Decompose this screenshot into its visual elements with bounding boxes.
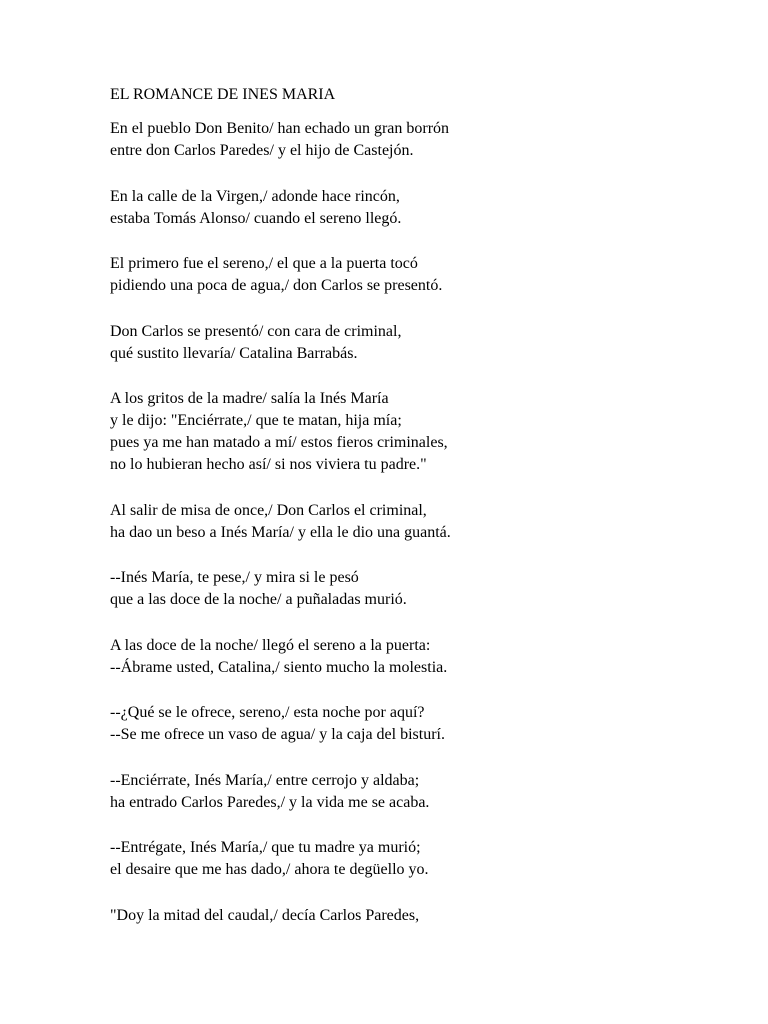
stanza (110, 118, 750, 162)
verse-line: --Enciérrate, Inés María,/ entre cerrojo y aldaba; (110, 771, 420, 789)
stanza (110, 567, 750, 611)
stanza (110, 500, 750, 544)
verse-line: El primero fue el sereno,/ el que a la puerta tocó (110, 255, 418, 272)
verse-line: --Inés María, te pese,/ y mira si le pesó (110, 569, 359, 586)
verse-line: que a las doce de la noche/ a puñaladas murió. (110, 591, 407, 608)
verse-line: qué sustito llevaría/ Catalina Barrabás. (110, 344, 358, 362)
verse-line: no lo hubieran hecho así/ si nos viviera tu padre." (110, 456, 427, 473)
verse-line: --¿Qué se le ofrece, sereno,/ esta noche por aquí? (110, 704, 425, 721)
verse-line: entre don Carlos Paredes/ y el hijo de Castejón. (110, 142, 414, 159)
verse-line: el desaire que me has dado,/ ahora te degüello yo. (110, 861, 429, 878)
verse-line: estaba Tomás Alonso/ cuando el sereno llegó. (110, 209, 402, 227)
stanza (110, 635, 750, 679)
verse-line: pidiendo una poca de agua,/ don Carlos se presentó. (110, 277, 443, 294)
stanza (110, 905, 750, 927)
stanza (110, 186, 750, 230)
verse-line: --Se me ofrece un vaso de agua/ y la caja del bisturí. (110, 726, 445, 743)
verse-line: y le dijo: "Enciérrate,/ que te matan, hija mía; (110, 412, 402, 429)
verse-line: --Entrégate, Inés María,/ que tu madre ya murió; (110, 839, 421, 856)
verse-line: pues ya me han matado a mí/ estos fieros criminales, (110, 434, 448, 451)
verse-line: A los gritos de la madre/ salía la Inés María (110, 390, 389, 407)
stanza (110, 702, 750, 746)
stanza (110, 388, 750, 476)
verse-line: Al salir de misa de once,/ Don Carlos el criminal, (110, 501, 427, 519)
verse-line: --Ábrame usted, Catalina,/ siento mucho la molestia. (110, 658, 448, 676)
stanza (110, 253, 750, 297)
document-title: EL ROMANCE DE INES MARIA (110, 86, 336, 103)
verse-line: Don Carlos se presentó/ con cara de criminal, (110, 322, 402, 340)
stanza (110, 837, 750, 881)
verse-line: En el pueblo Don Benito/ han echado un gran borrón (110, 120, 450, 137)
verse-line: "Doy la mitad del caudal,/ decía Carlos Paredes, (110, 906, 420, 924)
stanza (110, 770, 750, 814)
verse-line: En la calle de la Virgen,/ adonde hace rincón, (110, 187, 400, 205)
stanza (110, 321, 750, 365)
verse-line: ha dao un beso a Inés María/ y ella le dio una guantá. (110, 523, 451, 541)
poem-text (110, 84, 750, 950)
verse-line: ha entrado Carlos Paredes,/ y la vida me se acaba. (110, 793, 430, 811)
verse-line: A las doce de la noche/ llegó el sereno a la puerta: (110, 636, 431, 654)
